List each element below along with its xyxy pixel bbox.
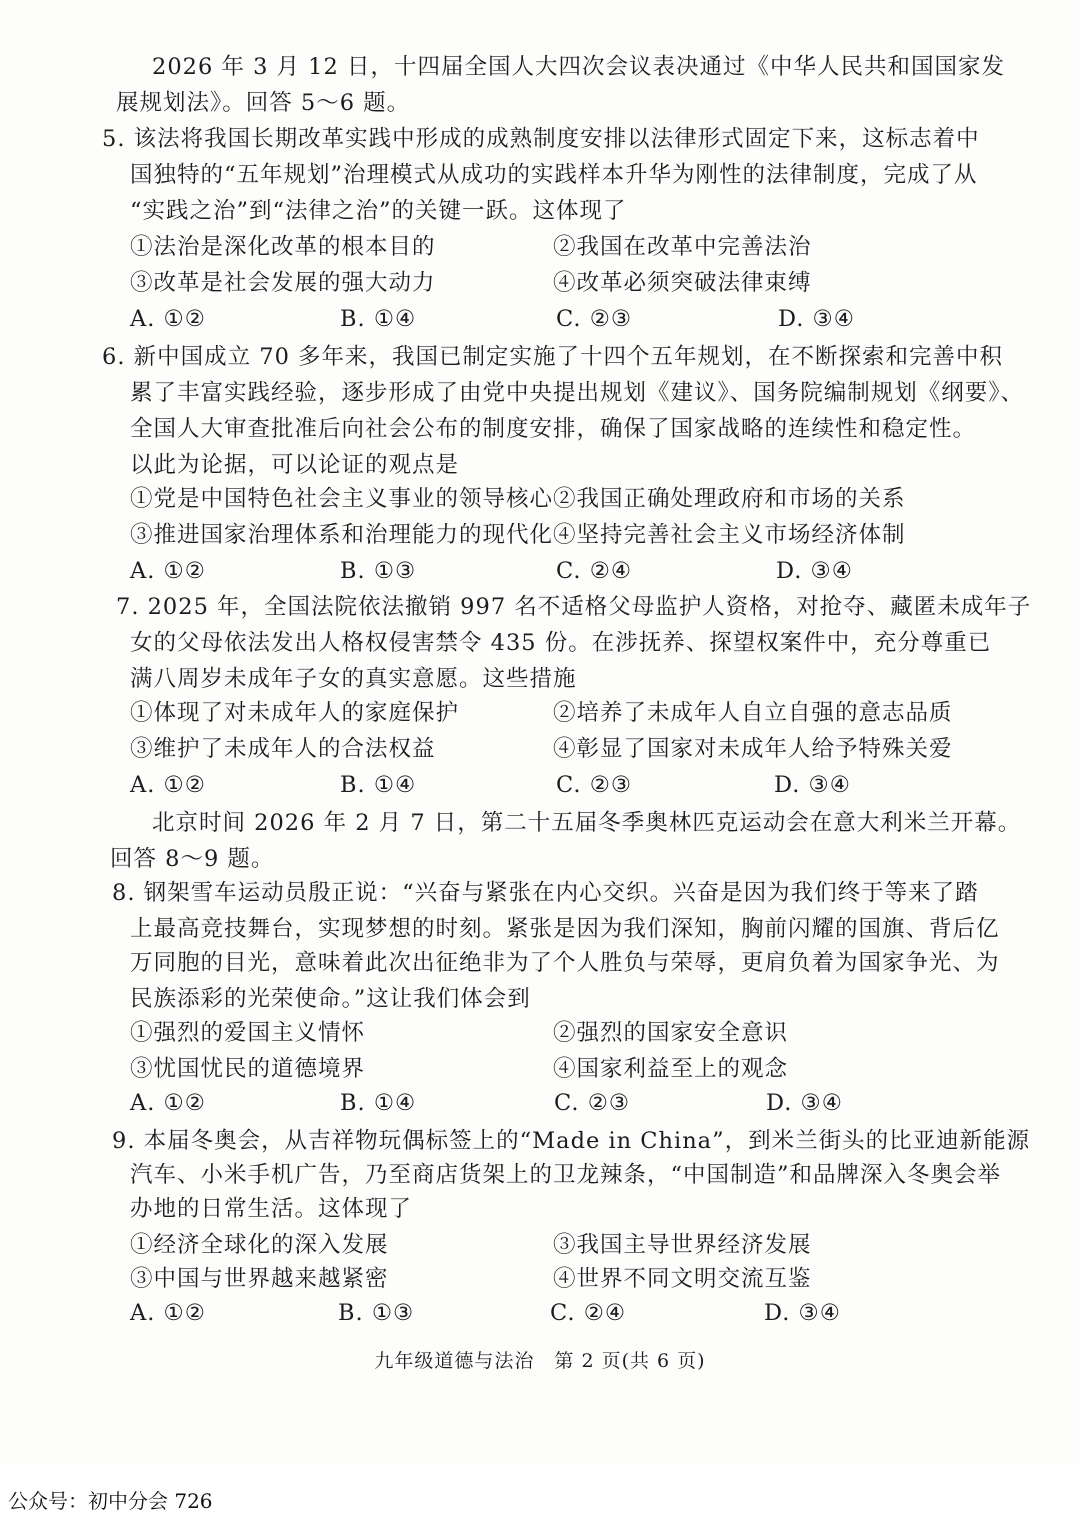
statement-2: ②强烈的国家安全意识 bbox=[553, 1020, 789, 1046]
question-5-stem: “实践之治”到“法律之治”的关键一跃。这体现了 bbox=[130, 198, 627, 224]
statement-4: ④世界不同文明交流互鉴 bbox=[553, 1266, 812, 1292]
intro-text-line: 2026 年 3 月 12 日，十四届全国人大四次会议表决通过《中华人民共和国国家发 bbox=[152, 54, 1005, 80]
question-6-stem: 全国人大审查批准后向社会公布的制度安排，确保了国家战略的连续性和稳定性。 bbox=[130, 416, 977, 442]
question-6-stem: 6. 新中国成立 70 多年来，我国已制定实施了十四个五年规划，在不断探索和完善中积 bbox=[102, 344, 1004, 370]
question-6-stem: 累了丰富实践经验，逐步形成了由党中央提出规划《建议》、国务院编制规划《纲要》、 bbox=[130, 380, 1025, 406]
statement-4: ④彰显了国家对未成年人给予特殊关爱 bbox=[553, 736, 953, 762]
choice-a: A. ①② bbox=[130, 1300, 206, 1326]
statement-1: ①强烈的爱国主义情怀 bbox=[130, 1020, 366, 1046]
statement-1: ①经济全球化的深入发展 bbox=[130, 1232, 389, 1258]
statement-3: ③推进国家治理体系和治理能力的现代化 bbox=[130, 522, 554, 548]
question-6-stem: 以此为论据，可以论证的观点是 bbox=[130, 452, 460, 478]
statement-4: ④坚持完善社会主义市场经济体制 bbox=[553, 522, 906, 548]
intro-text-line: 回答 8～9 题。 bbox=[110, 846, 275, 872]
statement-3: ③忧国忧民的道德境界 bbox=[130, 1056, 366, 1082]
choice-d: D. ③④ bbox=[778, 306, 855, 332]
choice-a: A. ①② bbox=[130, 1090, 206, 1116]
question-7-stem: 女的父母依法发出人格权侵害禁令 435 份。在涉抚养、探望权案件中，充分尊重已 bbox=[130, 630, 992, 656]
choice-c: C. ②④ bbox=[556, 558, 633, 584]
statement-1: ①党是中国特色社会主义事业的领导核心 bbox=[130, 486, 554, 512]
question-9-stem: 9. 本届冬奥会，从吉祥物玩偶标签上的“Made in China”，到米兰街头的比亚迪新能源 bbox=[112, 1128, 1031, 1154]
statement-2: ②我国在改革中完善法治 bbox=[553, 234, 812, 260]
statement-1: ①体现了对未成年人的家庭保护 bbox=[130, 700, 460, 726]
choice-d: D. ③④ bbox=[774, 772, 851, 798]
question-9-stem: 办地的日常生活。这体现了 bbox=[130, 1196, 413, 1222]
statement-1: ①法治是深化改革的根本目的 bbox=[130, 234, 436, 260]
choice-a: A. ①② bbox=[130, 772, 206, 798]
choice-a: A. ①② bbox=[130, 306, 206, 332]
watermark-text: 公众号：初中分会 726 bbox=[8, 1489, 213, 1513]
statement-3: ③维护了未成年人的合法权益 bbox=[130, 736, 436, 762]
statement-2: ②培养了未成年人自立自强的意志品质 bbox=[553, 700, 953, 726]
statement-3: ③中国与世界越来越紧密 bbox=[130, 1266, 389, 1292]
intro-text-line: 北京时间 2026 年 2 月 7 日，第二十五届冬季奥林匹克运动会在意大利米兰开幕。 bbox=[152, 810, 1022, 836]
question-9-stem: 汽车、小米手机广告，乃至商店货架上的卫龙辣条，“中国制造”和品牌深入冬奥会举 bbox=[130, 1162, 1002, 1188]
question-7-stem: 满八周岁未成年子女的真实意愿。这些措施 bbox=[130, 666, 577, 692]
statement-3: ③改革是社会发展的强大动力 bbox=[130, 270, 436, 296]
choice-b: B. ①③ bbox=[340, 558, 417, 584]
question-8-stem: 万同胞的目光，意味着此次出征绝非为了个人胜负与荣辱，更肩负着为国家争光、为 bbox=[130, 950, 1000, 976]
choice-a: A. ①② bbox=[130, 558, 206, 584]
question-7-stem: 7. 2025 年，全国法院依法撤销 997 名不适格父母监护人资格，对抢夺、藏匿未成年子 bbox=[116, 594, 1032, 620]
choice-c: C. ②④ bbox=[550, 1300, 627, 1326]
choice-b: B. ①④ bbox=[340, 772, 417, 798]
choice-d: D. ③④ bbox=[766, 1090, 843, 1116]
choice-d: D. ③④ bbox=[764, 1300, 841, 1326]
question-8-stem: 8. 钢架雪车运动员殷正说：“兴奋与紧张在内心交织。兴奋是因为我们终于等来了踏 bbox=[112, 880, 979, 906]
choice-d: D. ③④ bbox=[776, 558, 853, 584]
question-8-stem: 民族添彩的光荣使命。”这让我们体会到 bbox=[130, 986, 531, 1012]
choice-c: C. ②③ bbox=[554, 1090, 631, 1116]
choice-b: B. ①④ bbox=[340, 1090, 417, 1116]
choice-c: C. ②③ bbox=[556, 306, 633, 332]
choice-b: B. ①③ bbox=[338, 1300, 415, 1326]
choice-b: B. ①④ bbox=[340, 306, 417, 332]
statement-2: ②我国正确处理政府和市场的关系 bbox=[553, 486, 906, 512]
statement-4: ④改革必须突破法律束缚 bbox=[553, 270, 812, 296]
statement-4: ④国家利益至上的观念 bbox=[553, 1056, 789, 1082]
page-footer: 九年级道德与法治 第 2 页(共 6 页) bbox=[374, 1350, 706, 1372]
intro-text-line: 展规划法》。回答 5～6 题。 bbox=[116, 90, 411, 116]
question-5-stem: 国独特的“五年规划”治理模式从成功的实践样本升华为刚性的法律制度，完成了从 bbox=[130, 162, 978, 188]
question-8-stem: 上最高竞技舞台，实现梦想的时刻。紧张是因为我们深知，胸前闪耀的国旗、背后亿 bbox=[130, 916, 1000, 942]
statement-2: ③我国主导世界经济发展 bbox=[553, 1232, 812, 1258]
question-5-stem: 5. 该法将我国长期改革实践中形成的成熟制度安排以法律形式固定下来，这标志着中 bbox=[102, 126, 980, 152]
choice-c: C. ②③ bbox=[556, 772, 633, 798]
